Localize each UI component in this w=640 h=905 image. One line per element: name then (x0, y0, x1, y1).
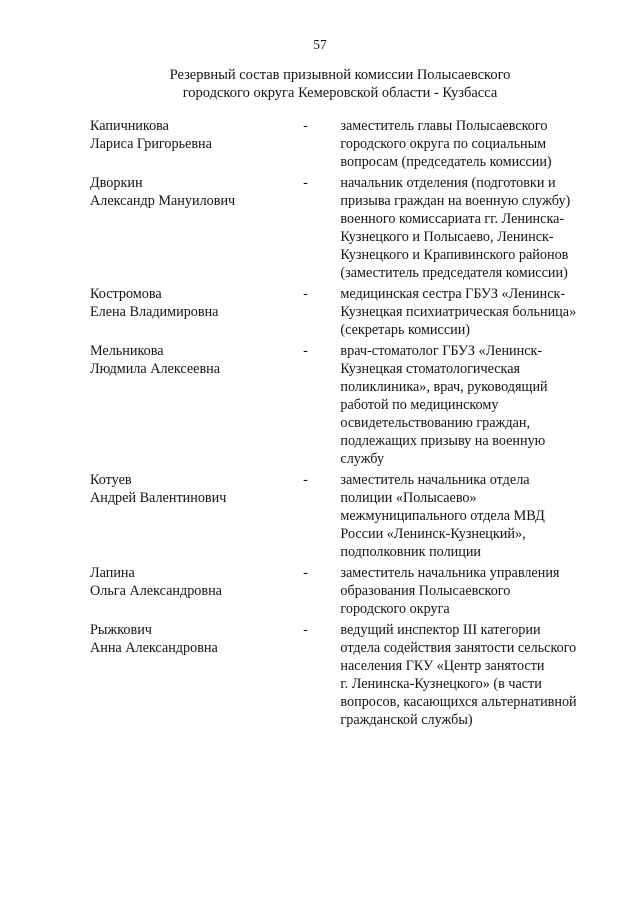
role-line: службу (340, 451, 385, 467)
title-line: Резервный состав призывной комиссии Полысаевского (169, 67, 511, 83)
member-role (340, 471, 600, 561)
member-entry (90, 174, 600, 282)
role-line: Кузнецкая психиатрическая больница» (340, 304, 577, 320)
member-given-name: Андрей Валентинович (90, 490, 227, 506)
role-line: вопросов, касающихся альтернативной (340, 694, 577, 710)
member-entry (90, 564, 600, 618)
role-line: Кузнецкая стоматологическая (340, 361, 521, 377)
member-surname: Костромова (90, 286, 162, 302)
role-line: гражданской службы) (340, 712, 473, 728)
member-surname: Котуев (90, 472, 132, 488)
member-dash: - (303, 118, 308, 134)
member-name (90, 174, 303, 210)
member-entry (90, 621, 600, 729)
role-line: врач-стоматолог ГБУЗ «Ленинск- (340, 343, 543, 359)
member-role (340, 285, 600, 339)
role-line: Кузнецкого и Полысаево, Ленинск- (340, 229, 554, 245)
document-title (120, 66, 560, 102)
member-surname: Мельникова (90, 343, 164, 359)
role-line: России «Ленинск-Кузнецкий», (340, 526, 526, 542)
role-line: вопросам (председатель комиссии) (340, 154, 552, 170)
member-name (90, 285, 303, 321)
role-line: поликлиника», врач, руководящий (340, 379, 548, 395)
member-given-name: Людмила Алексеевна (90, 361, 221, 377)
role-line: населения ГКУ «Центр занятости (340, 658, 545, 674)
member-given-name: Ольга Александровна (90, 583, 222, 599)
member-entry (90, 342, 600, 468)
member-surname: Рыжкович (90, 622, 152, 638)
member-name (90, 621, 303, 657)
role-line: освидетельствованию граждан, (340, 415, 531, 431)
member-name (90, 342, 303, 378)
member-given-name: Анна Александровна (90, 640, 218, 656)
member-role (340, 174, 600, 282)
role-line: Кузнецкого и Крапивинского районов (340, 247, 569, 263)
role-line: подлежащих призыву на военную (340, 433, 546, 449)
member-dash: - (303, 565, 308, 581)
member-surname: Дворкин (90, 175, 143, 191)
role-line: отдела содействия занятости сельского (340, 640, 577, 656)
member-dash: - (303, 286, 308, 302)
role-line: городского округа (340, 601, 450, 617)
member-role (340, 621, 600, 729)
member-given-name: Елена Владимировна (90, 304, 219, 320)
role-line: подполковник полиции (340, 544, 482, 560)
role-line: заместитель главы Полысаевского (340, 118, 548, 134)
member-dash: - (303, 175, 308, 191)
member-given-name: Лариса Григорьевна (90, 136, 212, 152)
role-line: (секретарь комиссии) (340, 322, 471, 338)
role-line: городского округа по социальным (340, 136, 547, 152)
member-entry (90, 471, 600, 561)
role-line: межмуниципального отдела МВД (340, 508, 545, 524)
role-line: г. Ленинска-Кузнецкого» (в части (340, 676, 542, 692)
role-line: работой по медицинскому (340, 397, 499, 413)
role-line: (заместитель председателя комиссии) (340, 265, 568, 281)
role-line: заместитель начальника управления (340, 565, 560, 581)
member-surname: Капичникова (90, 118, 169, 134)
member-dash: - (303, 472, 308, 488)
member-role (340, 342, 600, 468)
member-entry (90, 285, 600, 339)
role-line: образования Полысаевского (340, 583, 511, 599)
role-line: заместитель начальника отдела (340, 472, 530, 488)
member-entry (90, 117, 600, 171)
title-line: городского округа Кемеровской области - Кузбасса (182, 85, 498, 101)
member-dash: - (303, 343, 308, 359)
member-role (340, 117, 600, 171)
role-line: медицинская сестра ГБУЗ «Ленинск- (340, 286, 566, 302)
role-line: начальник отделения (подготовки и (340, 175, 556, 191)
member-dash: - (303, 622, 308, 638)
member-list (90, 117, 600, 731)
member-name (90, 564, 303, 600)
role-line: военного комиссариата гг. Ленинска- (340, 211, 565, 227)
member-name (90, 117, 303, 153)
role-line: призыва граждан на военную службу) (340, 193, 571, 209)
member-name (90, 471, 303, 507)
member-surname: Лапина (90, 565, 135, 581)
member-given-name: Александр Мануилович (90, 193, 236, 209)
role-line: ведущий инспектор III категории (340, 622, 541, 638)
role-line: полиции «Полысаево» (340, 490, 477, 506)
page-number: 57 (313, 37, 327, 52)
member-role (340, 564, 600, 618)
